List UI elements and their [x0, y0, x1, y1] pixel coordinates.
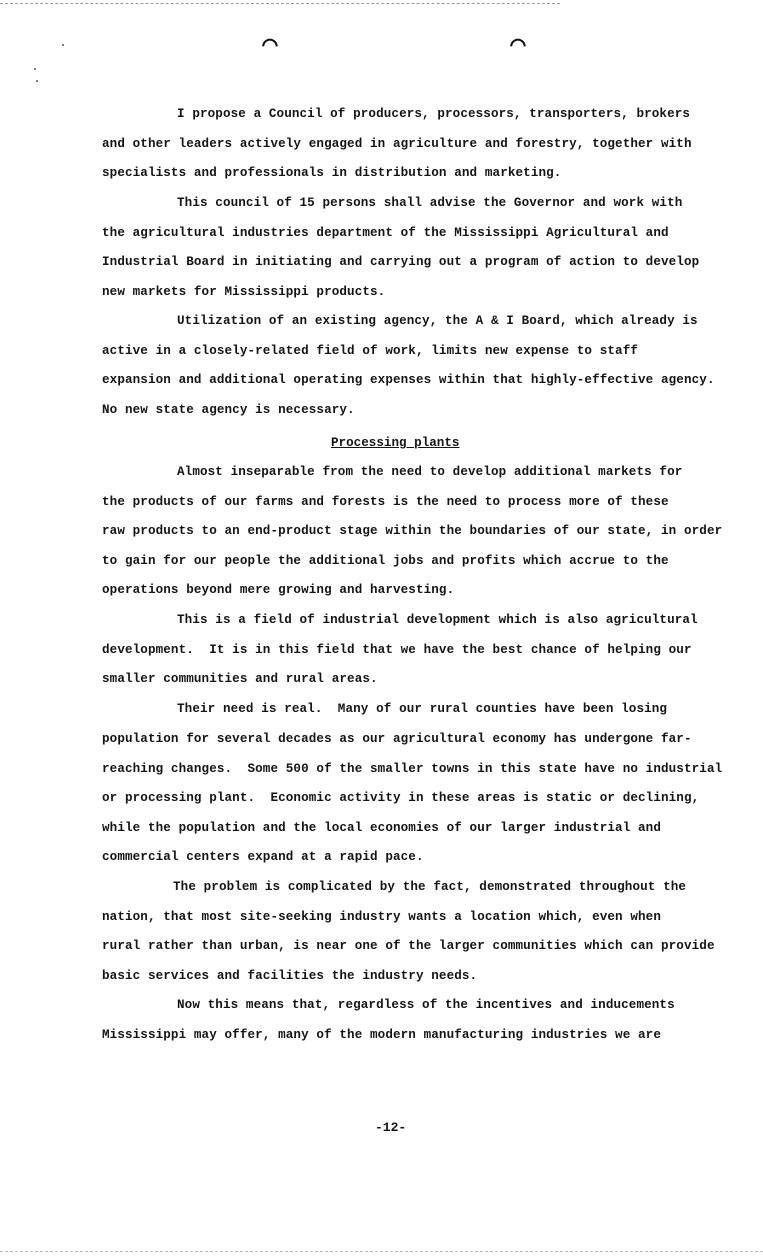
scan-speck [62, 44, 64, 46]
paragraph-line: active in a closely-related field of work, limits new expense to staff [102, 344, 639, 358]
paragraph-first-line: This is a field of industrial development which is also agricultural [177, 613, 698, 627]
paragraph-line: smaller communities and rural areas. [102, 672, 378, 686]
paragraph-line: the agricultural industries department of the Mississippi Agricultural and [102, 226, 669, 240]
paragraph-line: rural rather than urban, is near one of the larger communities which can provide [102, 939, 715, 953]
paragraph-line: the products of our farms and forests is the need to process more of these [102, 495, 669, 509]
page-number: -12- [375, 1120, 407, 1135]
paragraph-first-line: I propose a Council of producers, processors, transporters, brokers [177, 107, 691, 121]
scan-speck [34, 68, 36, 70]
paragraph-first-line: Now this means that, regardless of the incentives and inducements [177, 998, 675, 1012]
paragraph-line: to gain for our people the additional jobs and profits which accrue to the [102, 554, 669, 568]
paragraph-line: commercial centers expand at a rapid pace. [102, 850, 424, 864]
paragraph-line: raw products to an end-product stage within the boundaries of our state, in order [102, 524, 723, 538]
paragraph-line: development. It is in this field that we have the best chance of helping our [102, 643, 692, 657]
paragraph-line: No new state agency is necessary. [102, 403, 355, 417]
paragraph-line: specialists and professionals in distribution and marketing. [102, 166, 562, 180]
top-edge-rule [0, 3, 560, 4]
bottom-edge-rule [0, 1251, 763, 1252]
paragraph-first-line: The problem is complicated by the fact, demonstrated throughout the [173, 880, 687, 894]
paragraph-line: expansion and additional operating expenses within that highly-effective agency. [102, 373, 715, 387]
paragraph-first-line: Almost inseparable from the need to develop additional markets for [177, 465, 683, 479]
scan-speck [36, 80, 38, 82]
binder-hole-right-icon: ⌒ [510, 30, 526, 60]
paragraph-line: while the population and the local economies of our larger industrial and [102, 821, 661, 835]
paragraph-line: and other leaders actively engaged in agriculture and forestry, together with [102, 137, 692, 151]
paragraph-line: nation, that most site-seeking industry wants a location which, even when [102, 910, 661, 924]
paragraph-line: Mississippi may offer, many of the modern manufacturing industries we are [102, 1028, 661, 1042]
paragraph-line: operations beyond mere growing and harvesting. [102, 583, 455, 597]
paragraph-line: basic services and facilities the industry needs. [102, 969, 478, 983]
paragraph-first-line: Their need is real. Many of our rural counties have been losing [177, 702, 668, 716]
paragraph-first-line: This council of 15 persons shall advise the Governor and work with [177, 196, 683, 210]
paragraph-line: new markets for Mississippi products. [102, 285, 386, 299]
paragraph-line: Industrial Board in initiating and carrying out a program of action to develop [102, 255, 700, 269]
paragraph-line: reaching changes. Some 500 of the smaller towns in this state have no industrial [102, 762, 723, 776]
paragraph-line: or processing plant. Economic activity in these areas is static or declining, [102, 791, 700, 805]
section-heading: Processing plants [331, 436, 460, 450]
binder-hole-left-icon: ⌒ [262, 30, 278, 60]
paragraph-first-line: Utilization of an existing agency, the A & I Board, which already is [177, 314, 698, 328]
paragraph-line: population for several decades as our agricultural economy has undergone far- [102, 732, 692, 746]
